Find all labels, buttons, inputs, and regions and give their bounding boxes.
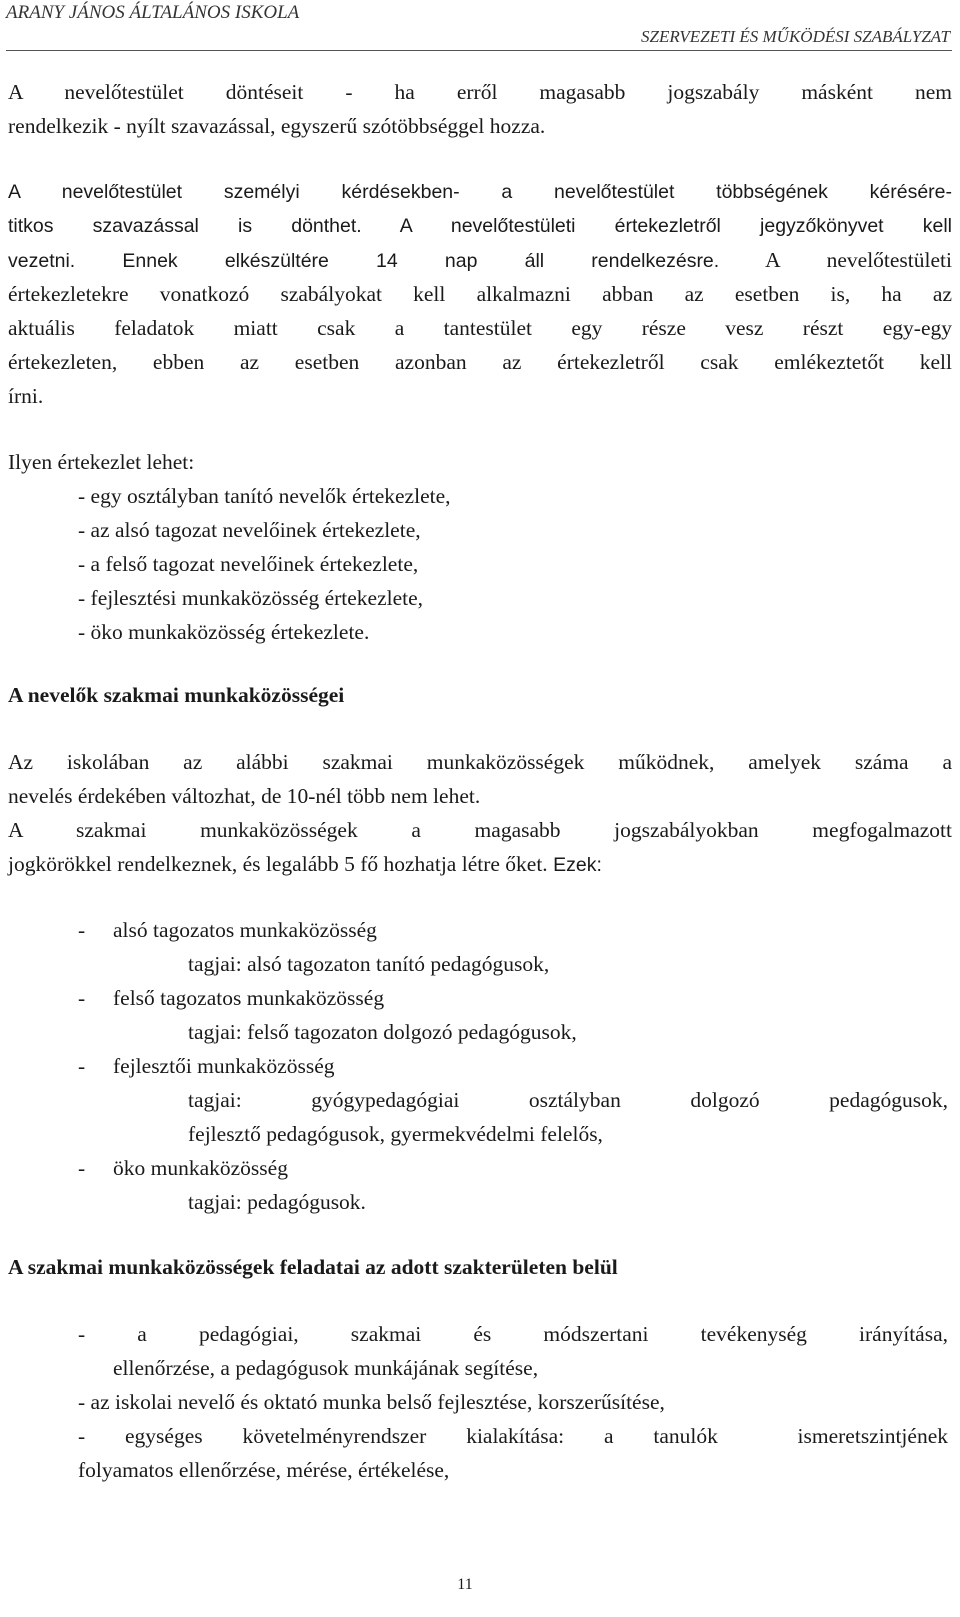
header-school-name: ARANY JÁNOS ÁLTALÁNOS ISKOLA — [6, 2, 300, 23]
paragraph-2-line-6: értekezleten, ebben az esetben azonban az értekezletről csak emlékeztetőt kell — [8, 350, 952, 374]
list-item: - egy osztályban tanító nevelők értekezlete, — [78, 484, 451, 508]
paragraph-4-line-4-sans: Ezek: — [547, 854, 602, 876]
list-item: - fejlesztési munkaközösség értekezlete, — [78, 586, 424, 610]
task-line-3: - egységes követelményrendszer kialakítása: a tanulók ismeretszintjének — [78, 1424, 948, 1448]
paragraph-2-line-3 — [8, 243, 952, 278]
list-item: - öko munkaközösség értekezlete. — [78, 620, 370, 644]
paragraph-2-line-5: aktuális feladatok miatt csak a tantestület egy része vesz részt egy-egy — [8, 316, 952, 340]
group-felsos-members: tagjai: felső tagozaton dolgozó pedagógusok, — [188, 1020, 577, 1044]
paragraph-4-line-3: A szakmai munkaközösségek a magasabb jogszabályokban megfogalmazott — [8, 818, 952, 842]
page-number: 11 — [457, 1576, 473, 1593]
group-oko-name: öko munkaközösség — [113, 1156, 288, 1180]
task-line-1: - a pedagógiai, szakmai és módszertani tevékenység irányítása, — [78, 1322, 948, 1346]
paragraph-4-line-2: nevelés érdekében változhat, de 10-nél több nem lehet. — [8, 784, 481, 808]
list-item: - az alsó tagozat nevelőinek értekezlete, — [78, 518, 421, 542]
list-dash: - — [78, 986, 86, 1010]
list-item: - a felső tagozat nevelőinek értekezlete, — [78, 552, 419, 576]
group-fejleszto-name: fejlesztői munkaközösség — [113, 1054, 335, 1078]
paragraph-2-line-2: titkos szavazással is dönthet. A nevelőtestületi értekezletről jegyzőkönyvet kell — [8, 215, 952, 237]
list-dash: - — [78, 1054, 86, 1078]
task-line-4: folyamatos ellenőrzése, mérése, értékelése, — [78, 1458, 450, 1482]
group-alsos-name: alsó tagozatos munkaközösség — [113, 918, 377, 942]
paragraph-2-line-4: értekezletekre vonatkozó szabályokat kell alkalmazni abban az esetben is, ha az — [8, 282, 952, 306]
group-felsos-name: felső tagozatos munkaközösség — [113, 986, 385, 1010]
paragraph-2-line-7: írni. — [8, 384, 44, 408]
list-dash: - — [78, 1156, 86, 1180]
group-oko-members: tagjai: pedagógusok. — [188, 1190, 366, 1214]
paragraph-2-line-3-serif: A nevelőtestületi — [719, 248, 952, 272]
paragraph-4-line-4 — [8, 847, 952, 882]
group-alsos-members: tagjai: alsó tagozaton tanító pedagógusok, — [188, 952, 550, 976]
paragraph-4-line-1: Az iskolában az alábbi szakmai munkaközösségek működnek, amelyek száma a — [8, 750, 952, 774]
paragraph-1-line-2: rendelkezik - nyílt szavazással, egyszerű szótöbbséggel hozza. — [8, 114, 546, 138]
list-dash: - — [78, 918, 86, 942]
section-heading-2: A szakmai munkaközösségek feladatai az adott szakterületen belül — [8, 1255, 618, 1279]
group-fejleszto-members-2: fejlesztő pedagógusok, gyermekvédelmi felelős, — [188, 1122, 603, 1146]
paragraph-4-line-4-serif: jogkörökkel rendelkeznek, és legalább 5 fő hozhatja létre őket. — [8, 852, 548, 876]
paragraph-1-line-1: A nevelőtestület döntéseit - ha erről magasabb jogszabály másként nem — [8, 80, 952, 104]
header-document-title: SZERVEZETI ÉS MŰKÖDÉSI SZABÁLYZAT — [641, 27, 950, 46]
paragraph-2-line-3-sans: vezetni. Ennek elkészültére 14 nap áll rendelkezésre. — [8, 250, 720, 272]
task-line-1-continued: ellenőrzése, a pedagógusok munkájának segítése, — [113, 1356, 539, 1380]
paragraph-2-line-1: A nevelőtestület személyi kérdésekben- a nevelőtestület többségének kérésére- — [8, 181, 952, 203]
header-divider — [6, 50, 952, 51]
group-fejleszto-members-1: tagjai: gyógypedagógiai osztályban dolgozó pedagógusok, — [188, 1088, 948, 1112]
meeting-types-intro: Ilyen értekezlet lehet: — [8, 450, 195, 474]
section-heading-1: A nevelők szakmai munkaközösségei — [8, 683, 345, 707]
task-line-2: - az iskolai nevelő és oktató munka belső fejlesztése, korszerűsítése, — [78, 1390, 665, 1414]
